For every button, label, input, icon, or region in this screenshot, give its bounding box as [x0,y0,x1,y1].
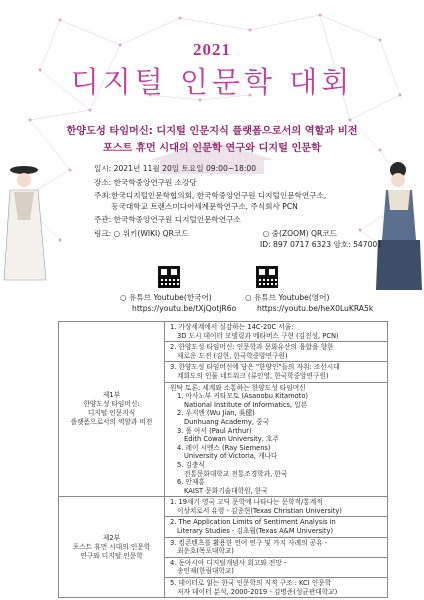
session-1-name-line-2: 디지털 인문지식 [87,409,136,418]
host-line-1: 한국디지털인문학협의회, 한국학중앙연구원 디지털인문학연구소, [111,191,327,201]
session-2-talk-4 [165,557,388,577]
event-date: 일시: 2021년 11월 20일 토요일 09:00~18:00 [94,164,257,173]
event-title: 디지털 인문학 대회 [70,65,354,99]
session-2-name-line-2: 연구와 디지털 인문학 [80,551,143,560]
talk-line-2: 저자 데이터 분석, 2000-2019 - 김병준(성균관대학교) [177,587,338,596]
youtube-english-url[interactable]: https://youtu.be/heX0LuKRA5k [257,303,374,313]
event-place: 장소: 한국학중앙연구원 소강당 [94,177,197,187]
zoom-id: ID: 897 0717 6323 암호: 547001 [260,239,383,249]
session-2-talk-1 [165,497,388,517]
talk-line-2: 3D 도시 데이터 모델링과 메타버스 구현 (김진성, PCN) [177,331,339,340]
panelist-affiliation: Dunhuang Academy, 중국 [184,417,270,426]
talk-line-2: 새로운 도전 (김현, 한국학중앙연구원) [177,351,288,360]
youtube-english [245,293,373,314]
panelist-affiliation: Edith Cowan University, 호주 [184,435,279,444]
session-2-title [59,497,165,598]
talk-line-1: 5. 데이터로 읽는 한국 인문학의 지적 구조 : KCI 인문학 [170,579,332,588]
panelist-name: 3. 폴 아서 (Paul Arthur) [177,426,252,435]
session-2-talk-5 [165,578,388,598]
youtube-korean-url[interactable]: https://youtu.be/tXjQotjR6o [132,303,237,313]
talk-line-1: 1. 가상세계에서 실감하는 14C-20C 서울: [170,323,294,331]
event-links [94,229,394,240]
event-subtitle-2: 포스트 휴먼 시대의 인문학 연구와 디지털 인문학 [102,143,322,154]
wiki-link[interactable]: ○ 위키(WIKI) QR코드 [113,228,189,238]
session-1-name-line-1: 한양도성 타임머신: [83,400,140,409]
panelist-name: 4. 레이 시멘스 (Ray Siemens) [177,443,271,452]
youtube-english-label: ○ 유튜브 Youtube(영어) [245,293,330,302]
session-1-name-line-3: 플랫폼으로서의 역할과 비전 [70,418,153,427]
youtube-korean-label: ○ 유튜브 Youtube(한국어) [120,293,212,302]
youtube-korean [120,293,236,314]
talk-line-2: 최운호(목포대학교) [177,547,234,556]
session-1-panel [165,382,388,497]
talk-line-2: Literary Studies - 김초월(Texas A&M University) [177,527,334,536]
event-info [94,164,394,250]
panelist-name: 6. 안재홍 [177,478,205,487]
session-1-talk-2 [165,342,388,362]
talk-line-2: 계회도의 인물 네트워크 (류인영, 한국학중앙연구원) [177,371,329,380]
event-host [94,191,394,212]
wiki-qr-code[interactable] [158,266,180,288]
session-1-talk-1 [165,322,388,342]
zoom-link[interactable]: ○ 줌(ZOOM) QR코드 [262,228,337,238]
panelist-affiliation: 전통문화대학교 전통조경학과, 한국 [184,469,288,478]
session-1-talk-3 [165,362,388,382]
talk-line-2: 이상치로서 유령 - 김종현(Texas Christian University) [177,506,342,515]
event-organizer: 주관: 한국학중앙연구원 디지털인문학연구소 [94,215,241,225]
host-label: 주최: [94,191,112,201]
panelist-name: 2. 우지엔 (Wu Jian, 吳健) [177,409,255,418]
talk-line-2: 송인재(한림대학교) [177,567,234,576]
panelist-affiliation: University of Victoria, 캐나다 [184,452,278,461]
session-2-talk-2 [165,517,388,537]
panelist-affiliation: National Institute of Informatics, 일본 [184,400,308,409]
links-label: 링크: [94,228,114,238]
event-year: 2021 [193,40,231,59]
panel-title: 원탁 토론: 세계와 소통하는 한양도성 타임머신 [170,383,306,392]
traditional-figure-left-illustration [0,140,60,290]
talk-line-1: 3. 킹콘텐츠를 활용한 언어 연구 및 가지 사례의 공유 - [170,538,328,547]
session-2-name-line-1: 포스트 휴먼 시대의 인문학 [72,542,151,551]
panelist-name: 1. 아사노부 키타모토 (Asanobu Kitamoto) [177,392,309,401]
event-subtitle-1: 한양도성 타임머신: 디지털 인문지식 플랫폼으로서의 역할과 비전 [66,126,358,137]
talk-line-1: 2. 한양도성 타임머신: 인문학과 문화유산의 융합을 향한 [170,343,334,352]
talk-line-1: 2. The Application Limits of Sentiment Analysis in [170,518,336,527]
program-table [58,321,388,598]
session-1-number: 제1부 [102,391,121,400]
panelist-name: 5. 김충식 [177,460,205,469]
zoom-qr-code[interactable] [256,266,278,288]
talk-line-1: 4. 동아시아 디지털개념사 회고와 전망 - [170,558,287,567]
session-2-talk-3 [165,537,388,557]
host-line-2: 동국대학교 트랜스미디어세계문학연구소, 주식회사 PCN [111,201,298,211]
talk-line-1: 3. 한양도성 타임머신에 담은 "한양인"들의 자취: 조선시대 [170,363,340,372]
session-1-title [59,322,165,497]
talk-line-1: 1. 19세기 영국 고딕 문학에 나타나는 문학적/통계적 [170,498,323,507]
panelist-affiliation: KAIST 문화기술대학원, 한국 [184,486,268,495]
session-2-number: 제2부 [102,533,121,542]
